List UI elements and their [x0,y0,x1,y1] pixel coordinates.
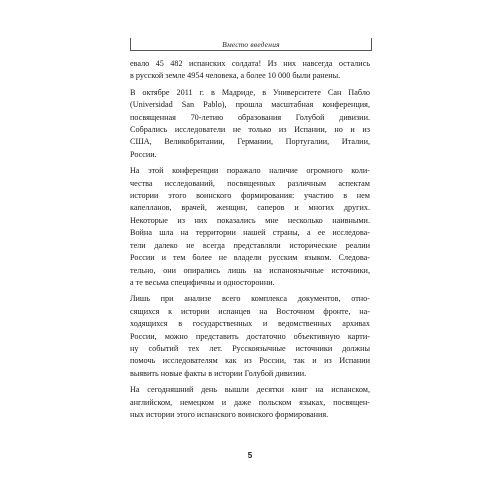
text-line: выявить новые факты в истории Голубой дивизии. [130,368,307,378]
text-line: России. [130,149,157,159]
text-line: капелланов, врачей, женщин, саперов и многих других. [130,203,370,213]
text-line: английском, немецком и даже польском языках, посвящен- [130,397,370,407]
text-line: США, Великобритании, Германии, Португалии, Италии, [130,137,370,147]
text-line: В октябре 2011 г. в Мадриде, в Университете Сан Пабло [130,87,370,97]
text-line: Война шла на территории нашей страны, а ее исследова- [130,228,370,238]
text-line: евало 45 482 испанских солдата! Из них навсегда остались [130,59,370,68]
paragraph [130,165,370,289]
text-line: ну событий тех лет. Русскоязычные источники должны [130,343,370,353]
text-line: На сегодняшний день вышли десятки книг на испанском, [130,385,370,395]
paragraph [130,293,370,380]
text-line: тели далеко не всегда представляли исторические реалии [130,240,370,250]
text-line: России, можно представить достаточно объективную карти- [130,331,370,341]
paragraph [130,87,370,161]
text-line: а те весьма специфичны и односторонни. [130,277,275,287]
text-line: в русской земле 4954 человека, а более 10 000 были ранены. [130,71,341,81]
text-line: ходящихся в государственных и ведомственных архивах [130,319,370,329]
paragraph [130,58,370,83]
text-line: России и тем более не владели русским языком. Следова- [130,253,370,263]
body-text [130,58,370,425]
text-line: чества исследований, посвященных различным аспектам [130,178,370,188]
paragraph [130,384,370,421]
text-line: Лишь при анализе всего комплекса документов, отно- [130,294,370,304]
page-number: 5 [247,451,253,460]
running-head: Вместо введения [130,38,372,51]
text-line: истории этого воинского формирования: участию в нем [130,191,370,201]
text-line: посвященная 70-летию образования Голубой дивизии. [130,112,370,122]
text-line: тельно, они опирались лишь на испаноязычные источники, [130,265,370,275]
text-line: Собрались исследователи не только из Испании, но и из [130,125,370,135]
text-line: На этой конференции поражало наличие огромного коли- [130,166,370,176]
text-line: сящихся к истории испанцев на Восточном фронте, на- [130,306,370,316]
text-line: Некоторые из них показались мне несколько наивными. [130,215,370,225]
text-line: помочь исследователям как из России, так и из Испании [130,356,370,366]
text-line: (Universidad San Pablo), прошла масштабная конференция, [130,100,370,110]
text-line: ных истории этого испанского воинского формирования. [130,409,329,419]
